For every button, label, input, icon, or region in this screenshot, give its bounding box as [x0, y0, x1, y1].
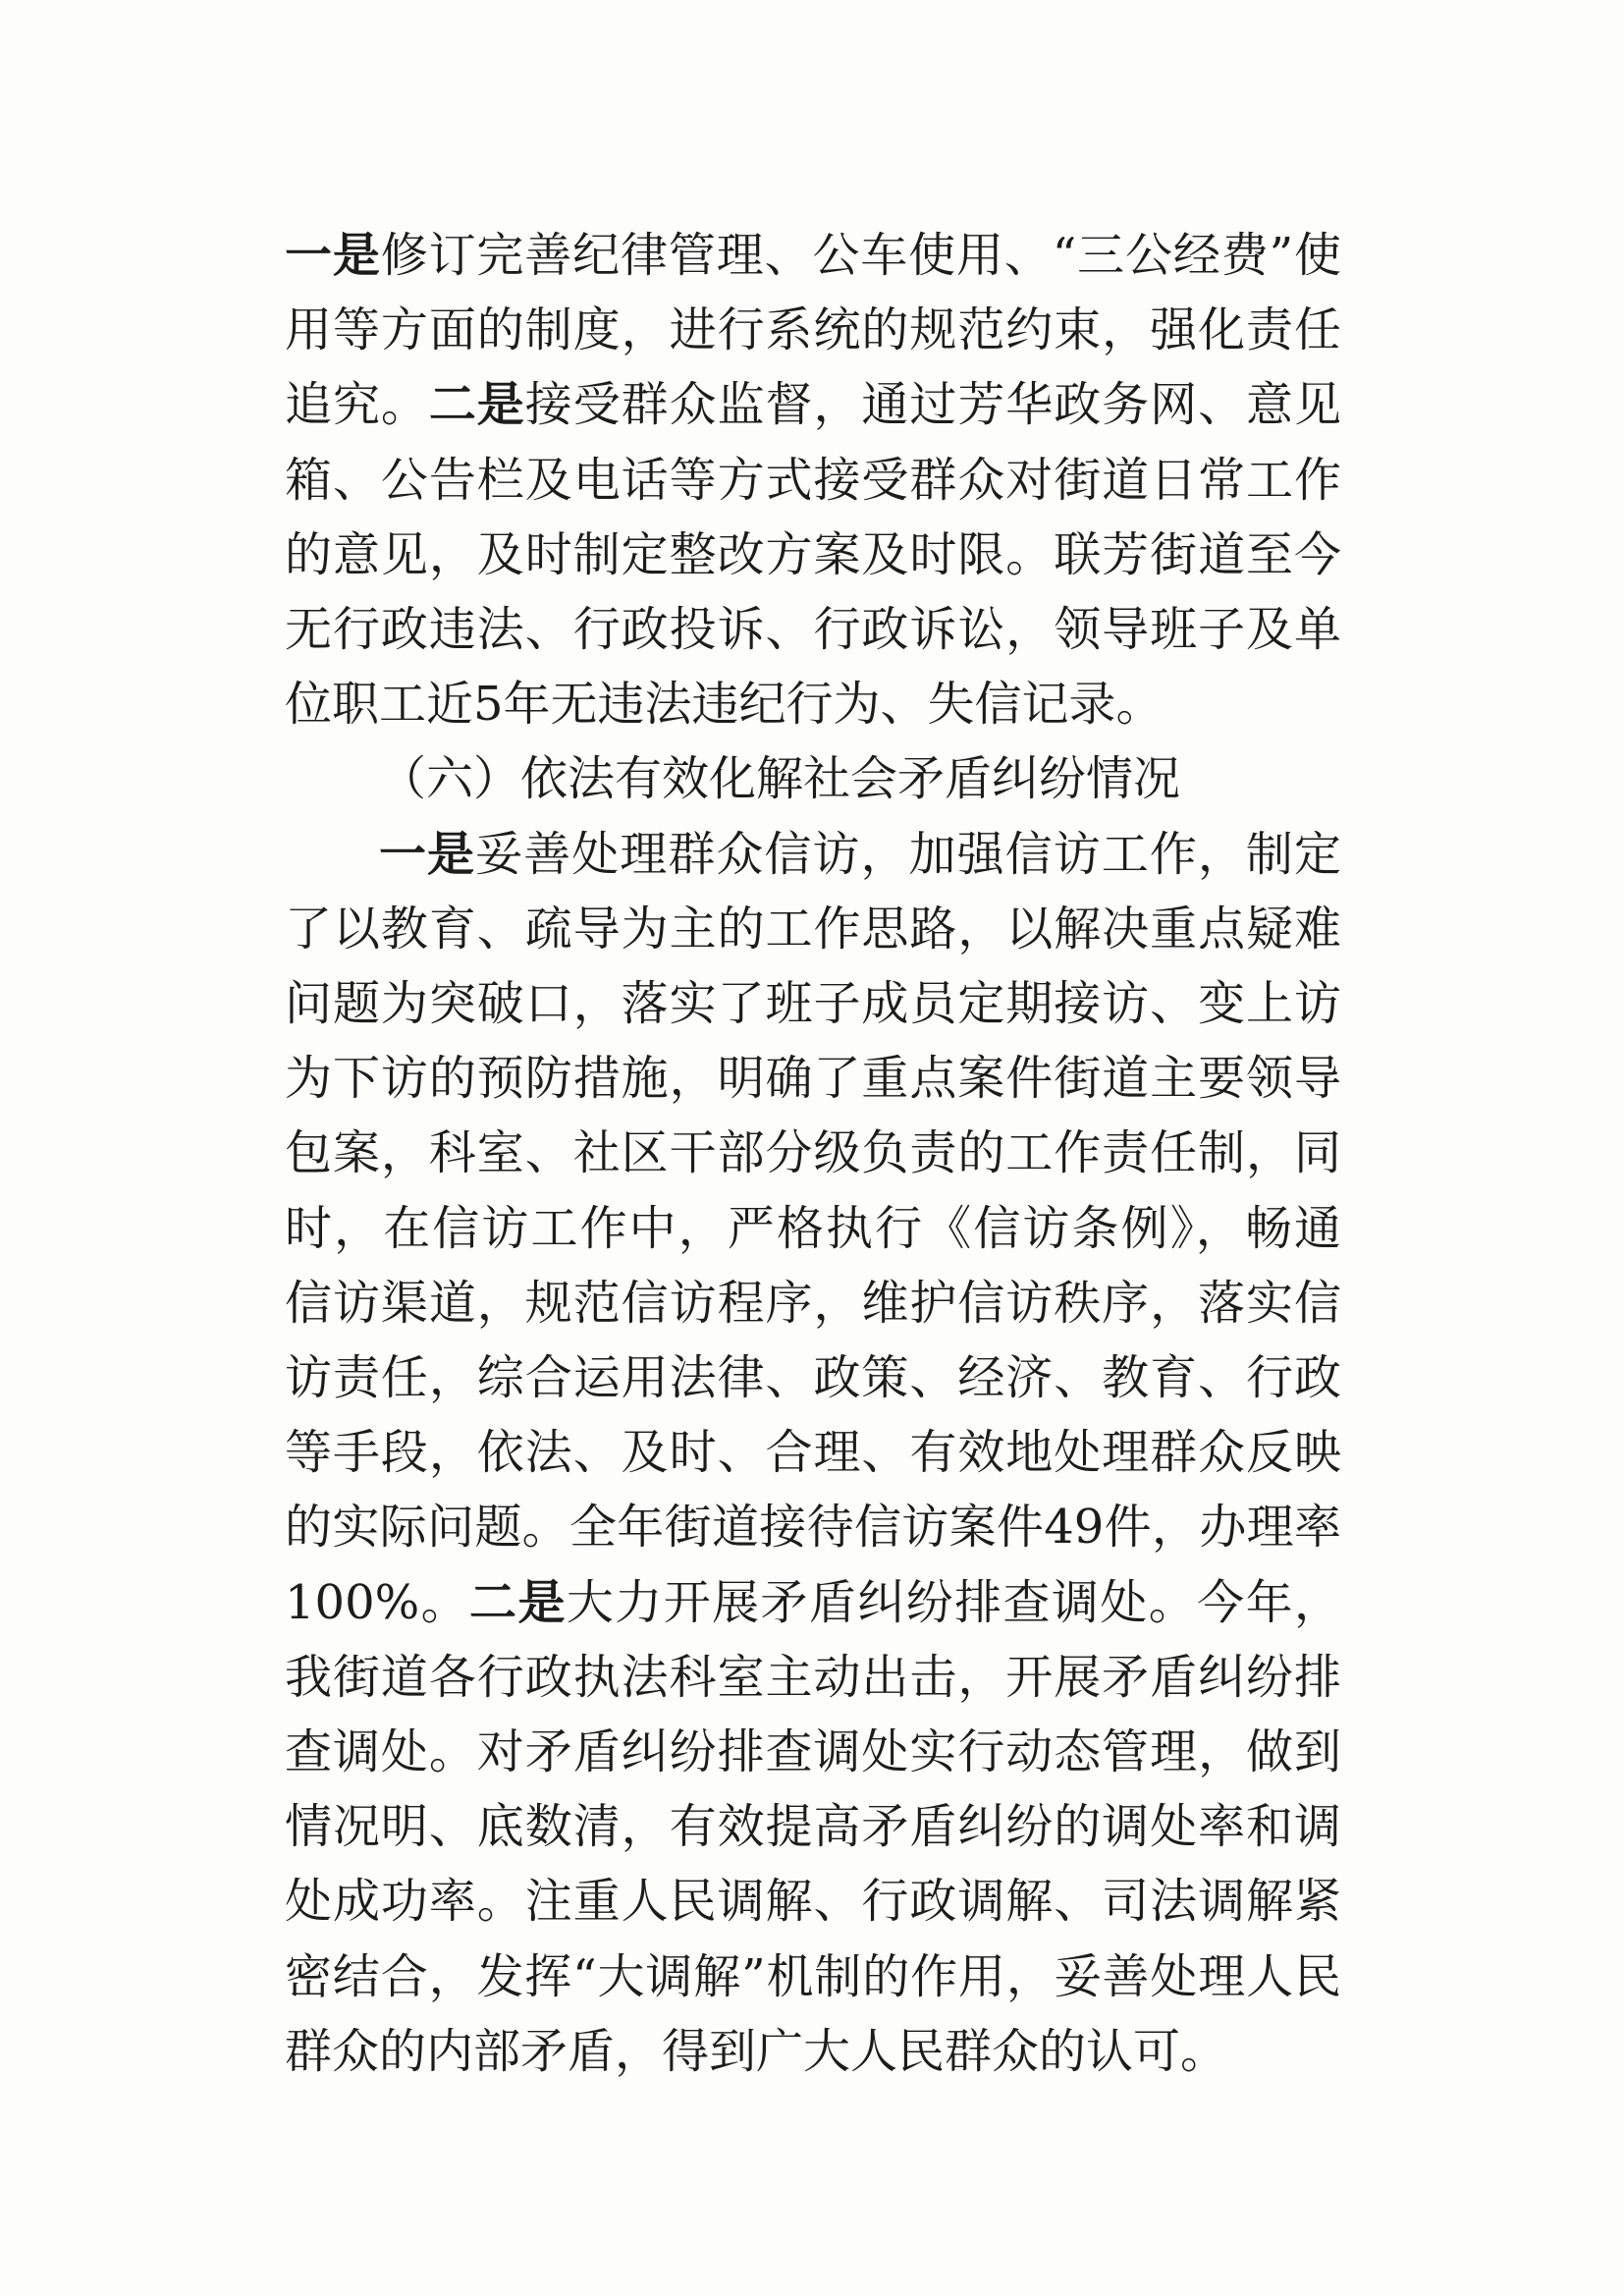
- emphasis-first: 一是: [285, 228, 381, 283]
- document-body: [285, 218, 1341, 2089]
- paragraph-text: 妥善处理群众信访，加强信访工作，制定了以教育、疏导为主的工作思路，以解决重点疑难问题为突破口，落实了班子成员定期接访、变上访为下访的预防措施，明确了重点案件街道主要领导包案，科室、社区干部分级负责的工作责任制，同时，在信访工作中，严格执行《信访条例》，畅通信访渠道，规范信访程序，维护信访秩序，落实信访责任，综合运用法律、政策、经济、教育、行政等手段，依法、及时、合理、有效地处理群众反映的实际问题。全年街道接待信访案件49件，办理率100%。: [285, 826, 1341, 1630]
- paragraph-discipline-supervision: [285, 218, 1341, 741]
- section-heading: （六）依法有效化解社会矛盾纠纷情况: [379, 751, 1181, 807]
- paragraph-text: 修订完善纪律管理、公车使用、“三公经费”使用等方面的制度，进行系统的规范约束，强化责任追究。: [285, 228, 1341, 433]
- paragraph-dispute-resolution: [285, 817, 1341, 2089]
- emphasis-second: 二是: [469, 1574, 567, 1630]
- emphasis-first: 一是: [379, 826, 476, 882]
- paragraph-text: 接受群众监督，通过芳华政务网、意见箱、公告栏及电话等方式接受群众对街道日常工作的意见，及时制定整改方案及时限。联芳街道至今无行政违法、行政投诉、行政诉讼，领导班子及单位职工近5年无违法违纪行为、失信记录。: [285, 377, 1341, 733]
- emphasis-second: 二是: [428, 377, 525, 433]
- paragraph-text: 大力开展矛盾纠纷排查调处。今年，我街道各行政执法科室主动出击，开展矛盾纠纷排查调处。对矛盾纠纷排查调处实行动态管理，做到情况明、底数清，有效提高矛盾纠纷的调处率和调处成功率。注重人民调解、行政调解、司法调解紧密结合，发挥“大调解”机制的作用，妥善处理人民群众的内部矛盾，得到广大人民群众的认可。: [285, 1574, 1341, 2079]
